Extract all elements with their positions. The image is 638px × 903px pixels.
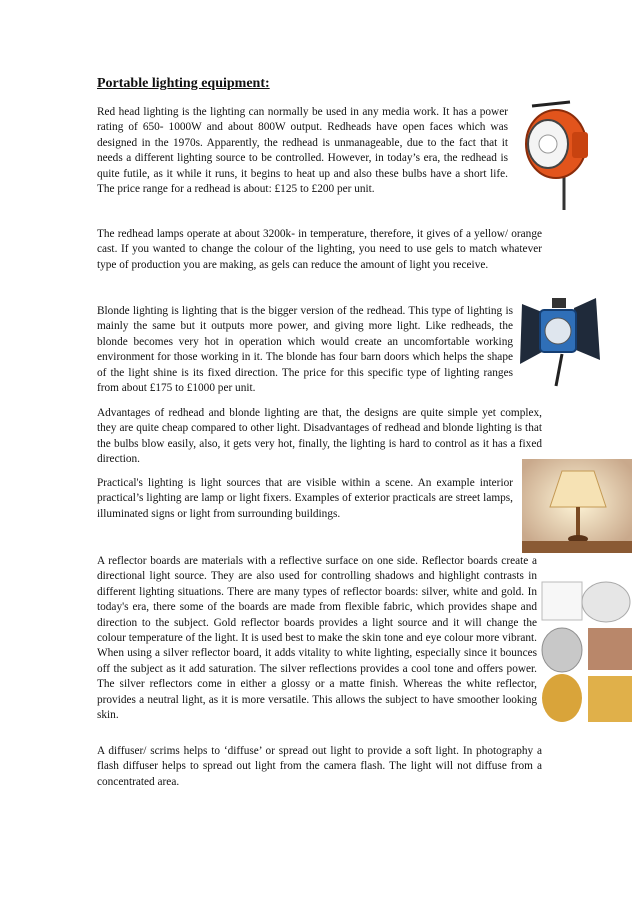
paragraph-blonde: Blonde lighting is lighting that is the bigger version of the redhead. This type of lighting is mainly the same but it outputs more power, and giving more light. Like redheads, the blonde becomes very hot in operation which would create an uncomfortable working environment for those working in it. The blonde has four barn doors which helps the shape of the light shine is its fixed direction. The price for this specific type of lighting ranges from about £175 to £1000 per unit. [97, 305, 513, 395]
paragraph-redhead-temperature: The redhead lamps operate at about 3200k- in temperature, therefore, it gives of a yellow/ orange cast. If you wanted to change the colour of the lighting, you need to use gels to match whatever type of production you are making, as gels can reduce the amount of light you receive. [97, 228, 542, 271]
paragraph-diffuser: A diffuser/ scrims helps to ‘diffuse’ or spread out light to provide a soft light. In photography a flash diffuser helps to spread out light from the camera flash. The light will not diffuse from a concentrated area. [97, 745, 542, 788]
paragraph-reflectors: A reflector boards are materials with a reflective surface on one side. Reflector boards create a directional light source. They are also used for controlling shadows and highlight contrasts in different lighting situations. There are many types of reflector boards: silver, white and gold. In today's era, there some of the boards are made from flexible fabric, which provides shape and direction to the subject. Gold reflector boards provides a light source and it will change the colour temperature of the light. It is used best to make the skin tone and eye colour more vibrant. When using a silver reflector board, it adds vitality to white lighting, especially since it bounces off the subject as it add saturation. The silver reflections provides a cool tone and offers power. The silver reflectors come in either a glossy or a matte finish. Whereas the white reflector, provides a neutral light, as it is more versatile. This allows the subject to have smoother looking skin. [97, 555, 537, 722]
redhead-lamp-image [512, 92, 602, 212]
blonde-lamp-image [512, 294, 612, 388]
page-title: Portable lighting equipment: [97, 76, 270, 91]
reflector-boards-image [540, 580, 634, 726]
paragraph-redhead: Red head lighting is the lighting can normally be used in any media work. It has a power rating of 650- 1000W and about 800W output. Redheads have open faces which was designed in the 1970s. Apparently, the redhead is unmanageable, due to the fact that it needs a different lighting source to be controlled. However, in today’s era, the redhead is quite futile, as it while it runs, it begins to heat up and also these bulbs have a short life. The price range for a redhead is about: £125 to £200 per unit. [97, 106, 508, 196]
paragraph-advantages: Advantages of redhead and blonde lighting are that, the designs are quite simple yet complex, they are quite cheap compared to other light. Disadvantages of redhead and blonde lighting is that the bulbs blow easily, also, it gets very hot, finally, the lighting is hard to control as it has a fixed direction. [97, 407, 542, 466]
table-lamp-image [522, 459, 632, 553]
paragraph-practicals: Practical's lighting is light sources that are visible within a scene. An example interior practical’s lighting are lamp or light fixers. Examples of exterior practicals are street lamps, illuminated signs or light from surrounding buildings. [97, 477, 513, 520]
